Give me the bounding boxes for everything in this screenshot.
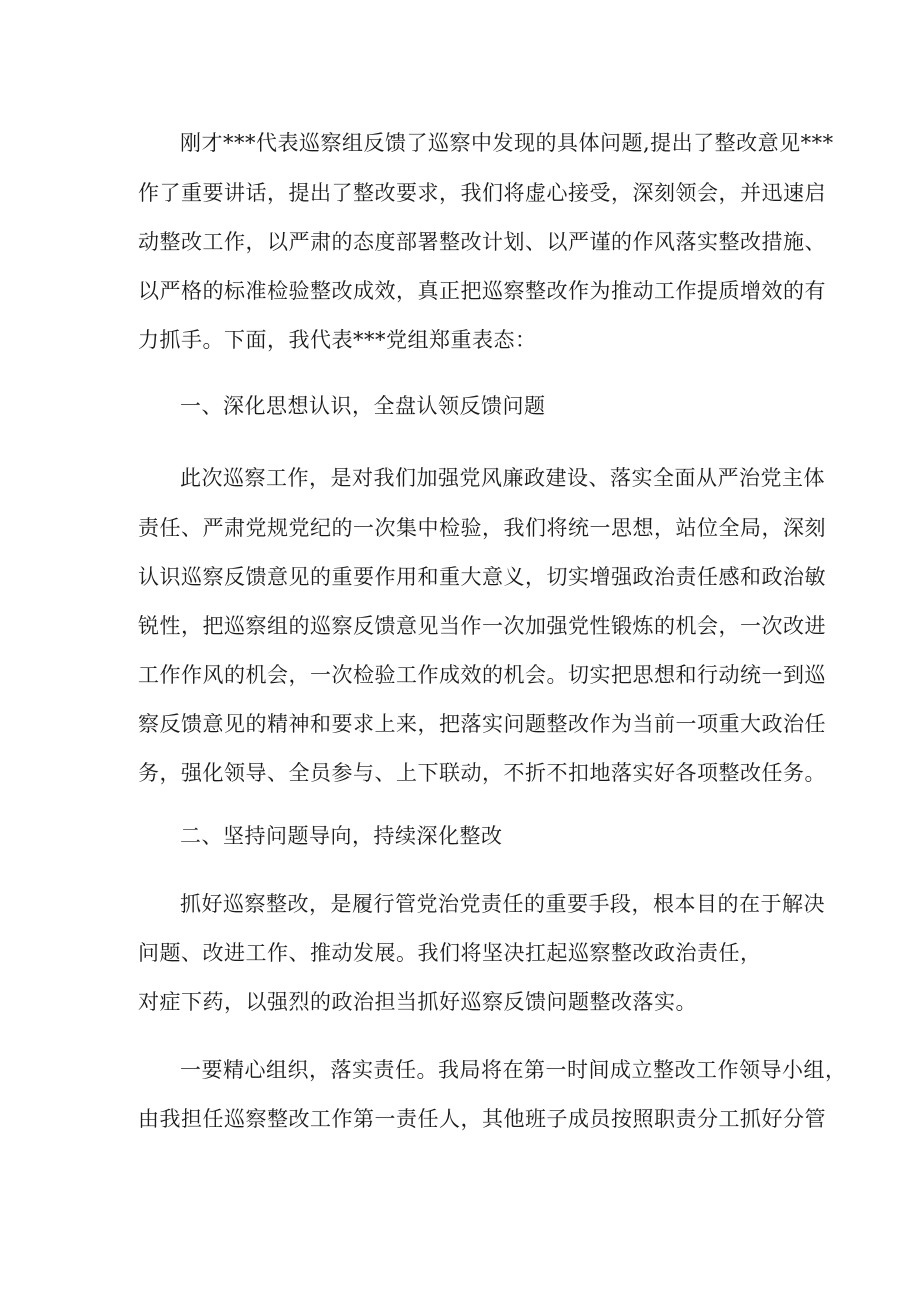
- section-1-line-7: 务，强化领导、全员参与、上下联动，不折不扣地落实好各项整改任务。: [138, 761, 826, 785]
- intro-line-1: 刚才***代表巡察组反馈了巡察中发现的具体问题,提出了整改意见***: [180, 131, 834, 155]
- section-1-line-5: 工作作风的机会，一次检验工作成效的机会。切实把思想和行动统一到巡: [138, 663, 826, 687]
- section-1-line-4: 锐性，把巡察组的巡察反馈意见当作一次加强党性锻炼的机会，一次改进: [138, 614, 826, 638]
- section-heading-2: 二、坚持问题导向，持续深化整改: [180, 824, 503, 848]
- section-3-line-2: 由我担任巡察整改工作第一责任人，其他班子成员按照职责分工抓好分管: [138, 1107, 826, 1131]
- section-2-line-1: 抓好巡察整改，是履行管党治党责任的重要手段，根本目的在于解决: [180, 892, 825, 916]
- intro-line-3: 动整改工作，以严肃的态度部署整改计划、以严谨的作风落实整改措施、: [138, 230, 826, 254]
- section-3-line-1: 一要精心组织，落实责任。我局将在第一时间成立整改工作领导小组，: [180, 1058, 847, 1082]
- section-heading-1: 一、深化思想认识，全盘认领反馈问题: [180, 394, 546, 418]
- section-2-line-3: 对症下药，以强烈的政治担当抓好巡察反馈问题整改落实。: [138, 990, 697, 1014]
- intro-line-4: 以严格的标准检验整改成效，真正把巡察整改作为推动工作提质增效的有: [138, 279, 826, 303]
- section-1-line-2: 责任、严肃党规党纪的一次集中检验，我们将统一思想，站位全局，深刻: [138, 516, 826, 540]
- intro-line-5: 力抓手。下面，我代表***党组郑重表态：: [138, 328, 537, 352]
- section-2-line-2: 问题、改进工作、推动发展。我们将坚决扛起巡察整改政治责任，: [138, 941, 762, 965]
- section-1-line-3: 认识巡察反馈意见的重要作用和重大意义，切实增强政治责任感和政治敏: [138, 565, 826, 589]
- section-1-line-1: 此次巡察工作，是对我们加强党风廉政建设、落实全面从严治党主体: [180, 466, 825, 490]
- section-1-line-6: 察反馈意见的精神和要求上来，把落实问题整改作为当前一项重大政治任: [138, 712, 826, 736]
- intro-line-2: 作了重要讲话，提出了整改要求，我们将虚心接受，深刻领会，并迅速启: [138, 181, 826, 205]
